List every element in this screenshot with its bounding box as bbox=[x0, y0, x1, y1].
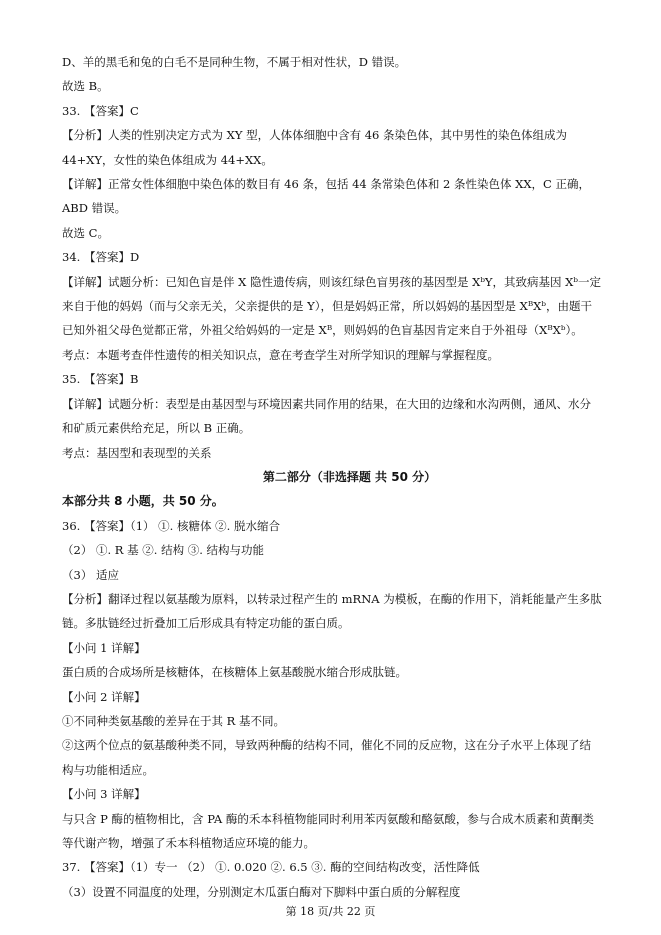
text-line: （2） ①. R 基 ②. 结构 ③. 结构与功能 bbox=[62, 543, 265, 558]
page-footer: 第 18 页/共 22 页 bbox=[285, 905, 376, 918]
text-line: 与只含 P 酶的植物相比，含 PA 酶的禾本科植物能同时利用苯丙氨酸和酪氨酸，参与合成木质素和黄酮类 bbox=[62, 811, 594, 826]
text-line: 考点：本题考查伴性遗传的相关知识点，意在考查学生对所学知识的理解与掌握程度。 bbox=[62, 347, 499, 362]
text-line: （3）设置不同温度的处理，分别测定木瓜蛋白酶对下脚料中蛋白质的分解程度 bbox=[62, 884, 461, 899]
text-line: （3） 适应 bbox=[62, 567, 119, 582]
text-line: 【详解】正常女性体细胞中染色体的数目有 46 条，包括 44 条常染色体和 2 条性染色体 XX，C 正确， bbox=[62, 177, 590, 192]
answer-heading: 34. 【答案】D bbox=[62, 250, 140, 265]
text-line: 已知外祖父母色觉都正常，外祖父给妈妈的一定是 Xᴮ，则妈妈的色盲基因肯定来自于外祖母（XᴮXᵇ）。 bbox=[62, 323, 583, 338]
answer-heading: 33. 【答案】C bbox=[62, 103, 139, 118]
text-line: 【详解】试题分析：表型是由基因型与环境因素共同作用的结果，在大田的边缘和水沟两侧，通风、水分 bbox=[62, 396, 591, 411]
text-line: 【分析】人类的性别决定方式为 XY 型，人体体细胞中含有 46 条染色体，其中男性的染色体组成为 bbox=[62, 128, 568, 143]
text-line: 来自于他的妈妈（而与父亲无关，父亲提供的是 Y），但是妈妈正常，所以妈妈的基因型是 XᴮXᵇ，由题干 bbox=[62, 299, 592, 314]
subquestion-heading: 【小问 1 详解】 bbox=[62, 640, 146, 655]
subquestion-heading: 【小问 2 详解】 bbox=[62, 689, 146, 704]
text-line: D、羊的黑毛和兔的白毛不是同种生物，不属于相对性状，D 错误。 bbox=[62, 55, 407, 69]
answer-heading: 35. 【答案】B bbox=[62, 372, 139, 387]
text-line: 【分析】翻译过程以氨基酸为原料，以转录过程产生的 mRNA 为模板，在酶的作用下，消耗能量产生多肽 bbox=[62, 591, 602, 606]
text-line: ABD 错误。 bbox=[62, 201, 127, 216]
subquestion-heading: 【小问 3 详解】 bbox=[62, 787, 146, 802]
text-line: 等代谢产物，增强了禾本科植物适应环境的能力。 bbox=[62, 836, 315, 850]
section-subtitle: 本部分共 8 小题，共 50 分。 bbox=[62, 494, 224, 509]
page-content bbox=[62, 50, 607, 904]
text-line: 44+XY，女性的染色体组成为 44+XX。 bbox=[62, 152, 273, 167]
answer-heading: 37. 【答案】（1）专一 （2） ①. 0.020 ②. 6.5 ③. 酶的空间结构改变，活性降低 bbox=[62, 860, 480, 875]
text-line: 蛋白质的合成场所是核糖体，在核糖体上氨基酸脱水缩合形成肽链。 bbox=[62, 665, 407, 680]
text-line: 故选 B。 bbox=[62, 79, 109, 94]
section-title: 第二部分（非选择题 共 50 分） bbox=[262, 469, 437, 484]
text-line: 链。多肽链经过折叠加工后形成具有特定功能的蛋白质。 bbox=[62, 616, 350, 631]
text-line: 和矿质元素供给充足，所以 B 正确。 bbox=[62, 421, 251, 436]
text-line: 构与功能相适应。 bbox=[62, 762, 154, 777]
answer-heading: 36. 【答案】（1） ①. 核糖体 ②. 脱水缩合 bbox=[62, 518, 280, 533]
text-line: 【详解】试题分析：已知色盲是伴 X 隐性遗传病，则该红绿色盲男孩的基因型是 XᵇY，其致病基因 Xᵇ一定 bbox=[62, 274, 601, 289]
text-line: ②这两个位点的氨基酸种类不同，导致两种酶的结构不同，催化不同的反应物，这在分子水平上体现了结 bbox=[62, 738, 591, 753]
text-line: 考点：基因型和表现型的关系 bbox=[62, 445, 212, 460]
text-line: 故选 C。 bbox=[62, 225, 109, 240]
text-line: ①不同种类氨基酸的差异在于其 R 基不同。 bbox=[62, 713, 285, 728]
